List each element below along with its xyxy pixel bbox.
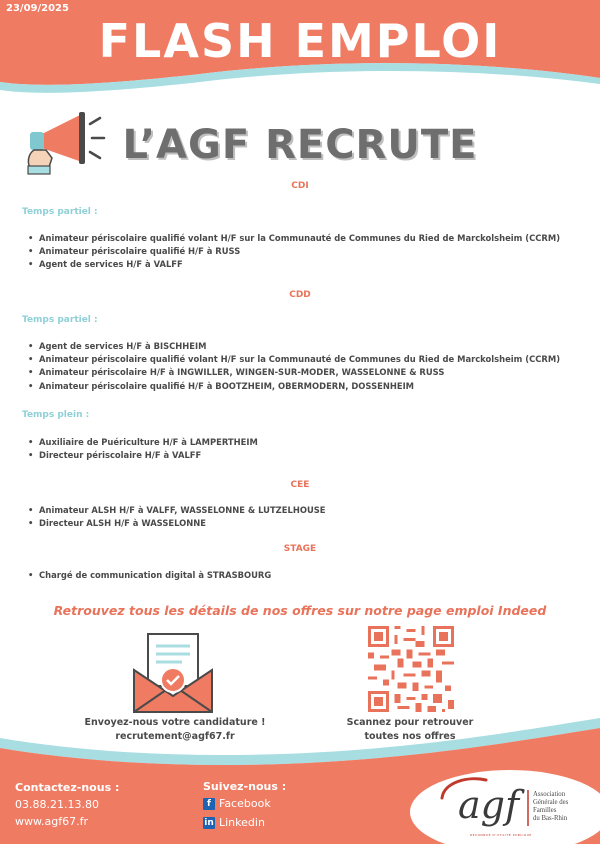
section-cee-label: CEE bbox=[290, 480, 310, 490]
job-item: • Animateur périscolaire qualifié H/F à BOOTZHEIM, OBERMODERN, DOSSENHEIM bbox=[28, 380, 560, 393]
linkedin-label: Linkedin bbox=[219, 816, 265, 829]
stage-job-list bbox=[28, 569, 271, 582]
contact-phone[interactable]: 03.88.21.13.80 bbox=[15, 798, 99, 811]
job-item: • Animateur ALSH H/F à VALFF, WASSELONNE & LUTZELHOUSE bbox=[28, 504, 326, 517]
indeed-link-text[interactable]: Retrouvez tous les détails de nos offres sur notre page emploi Indeed bbox=[53, 603, 547, 618]
facebook-icon: f bbox=[203, 798, 215, 810]
candidature-text: Envoyez-nous votre candidature ! bbox=[84, 717, 266, 728]
logo-line: Générale des bbox=[533, 799, 569, 806]
cdi-job-list bbox=[28, 232, 560, 272]
job-item: • Animateur périscolaire qualifié H/F à RUSS bbox=[28, 245, 560, 258]
job-item: • Chargé de communication digital à STRASBOURG bbox=[28, 569, 271, 582]
logo-line: du Bas-Rhin bbox=[533, 815, 568, 822]
job-item: • Auxiliaire de Puériculture H/F à LAMPERTHEIM bbox=[28, 436, 258, 449]
job-item: • Animateur périscolaire qualifié volant H/F sur la Communauté de Communes du Ried de Marckolsheim (CCRM) bbox=[28, 232, 560, 245]
candidature-email[interactable]: recrutement@agf67.fr bbox=[115, 731, 235, 742]
cdi-temps-partiel-label: Temps partiel : bbox=[22, 207, 98, 217]
section-cdi-label: CDI bbox=[291, 181, 309, 191]
logo-tagline: RECONNUE D'UTILITÉ PUBLIQUE bbox=[470, 833, 532, 837]
page-title: FLASH EMPLOI bbox=[98, 14, 502, 68]
linkedin-link[interactable] bbox=[203, 816, 265, 829]
job-item: • Animateur périscolaire H/F à INGWILLER, WINGEN-SUR-MODER, WASSELONNE & RUSS bbox=[28, 366, 560, 379]
section-stage-label: STAGE bbox=[283, 544, 317, 554]
contact-website[interactable]: www.agf67.fr bbox=[15, 815, 88, 828]
facebook-link[interactable] bbox=[203, 797, 271, 810]
contact-title: Contactez-nous : bbox=[15, 781, 120, 794]
facebook-label: Facebook bbox=[219, 797, 271, 810]
scan-text-line1: Scannez pour retrouver bbox=[346, 717, 474, 728]
follow-title: Suivez-nous : bbox=[203, 780, 287, 793]
job-item: • Agent de services H/F à VALFF bbox=[28, 258, 560, 271]
headline: L’AGF RECRUTE bbox=[122, 122, 478, 168]
cee-job-list bbox=[28, 504, 326, 530]
section-cdd-label: CDD bbox=[289, 290, 311, 300]
scan-text-line2: toutes nos offres bbox=[364, 731, 456, 742]
agf-logo: agf bbox=[458, 783, 520, 827]
job-item: • Agent de services H/F à BISCHHEIM bbox=[28, 340, 560, 353]
cdd-partiel-job-list bbox=[28, 340, 560, 393]
cdd-temps-partiel-label: Temps partiel : bbox=[22, 315, 98, 325]
cdd-plein-job-list bbox=[28, 436, 258, 462]
logo-line: Association bbox=[533, 791, 566, 798]
job-item: • Directeur périscolaire H/F à VALFF bbox=[28, 449, 258, 462]
agf-logo-text bbox=[533, 791, 568, 823]
header-banner bbox=[0, 0, 600, 96]
publication-date: 23/09/2025 bbox=[6, 3, 69, 14]
job-item: • Directeur ALSH H/F à WASSELONNE bbox=[28, 517, 326, 530]
cdd-temps-plein-label: Temps plein : bbox=[22, 410, 90, 420]
logo-line: Familles bbox=[533, 807, 557, 814]
job-item: • Animateur périscolaire qualifié volant H/F sur la Communauté de Communes du Ried de Marckolsheim (CCRM) bbox=[28, 353, 560, 366]
linkedin-icon: in bbox=[204, 817, 214, 828]
